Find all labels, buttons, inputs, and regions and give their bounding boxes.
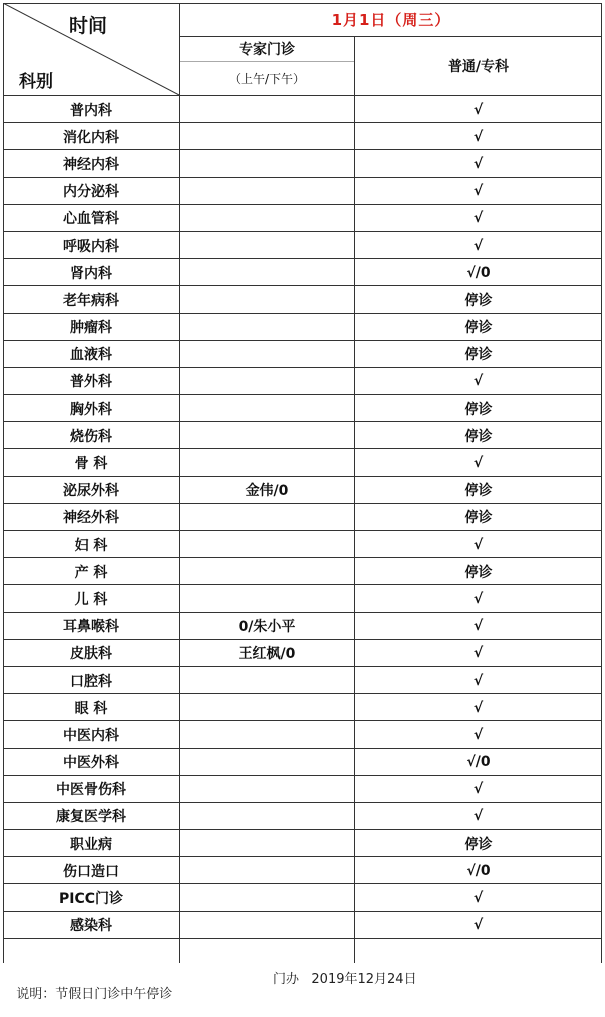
table-row — [3, 341, 602, 368]
expert-clinic-cell: 王红枫/0 — [238, 646, 296, 663]
general-clinic-cell: √ — [473, 183, 484, 200]
expert-clinic-cell — [180, 912, 354, 939]
general-clinic-cell: 停诊 — [464, 836, 493, 853]
expert-clinic-cell — [180, 123, 354, 150]
department-cell: 神经外科 — [63, 510, 119, 527]
table-row — [3, 721, 602, 748]
general-clinic-cell: √ — [473, 808, 484, 825]
department-cell: 职业病 — [70, 836, 112, 853]
general-clinic-cell: 停诊 — [464, 483, 493, 500]
department-cell: 血液科 — [70, 347, 112, 364]
footer-office-date: 门办 2019年12月24日 — [273, 972, 417, 987]
table-row — [3, 884, 602, 911]
expert-clinic-cell — [180, 504, 354, 531]
table-row — [3, 368, 602, 395]
table-row — [3, 449, 602, 476]
expert-clinic-cell — [180, 749, 354, 776]
department-cell: 胸外科 — [70, 401, 112, 418]
general-clinic-cell: √ — [473, 781, 484, 798]
table-row — [3, 286, 602, 313]
department-cell: 中医内科 — [63, 727, 119, 744]
header-corner-cell — [3, 3, 179, 95]
department-cell: 中医骨伤科 — [56, 782, 126, 799]
table-body — [3, 96, 602, 939]
table-row — [3, 504, 602, 531]
table-row — [3, 640, 602, 667]
department-cell: 口腔科 — [70, 673, 112, 690]
department-cell: 耳鼻喉科 — [63, 619, 119, 636]
department-cell: 妇 科 — [74, 537, 108, 554]
general-clinic-cell: √/0 — [466, 754, 491, 771]
general-clinic-cell: √ — [473, 890, 484, 907]
expert-clinic-cell — [180, 205, 354, 232]
general-clinic-cell: √ — [473, 536, 484, 553]
expert-clinic-cell — [180, 667, 354, 694]
expert-clinic-cell — [180, 558, 354, 585]
general-clinic-cell: 停诊 — [464, 292, 493, 309]
department-cell: 泌尿外科 — [63, 483, 119, 500]
table-row — [3, 395, 602, 422]
general-clinic-cell: √ — [473, 237, 484, 254]
date-divider — [180, 36, 602, 37]
department-cell: 肾内科 — [70, 265, 112, 282]
general-clinic-cell: √ — [473, 618, 484, 635]
table-row — [3, 776, 602, 803]
table-row — [3, 232, 602, 259]
expert-clinic-cell — [180, 803, 354, 830]
department-cell: 呼吸内科 — [63, 238, 119, 255]
expert-clinic-cell — [180, 857, 354, 884]
department-cell: 普外科 — [70, 374, 112, 391]
general-clinic-cell: √/0 — [466, 862, 491, 879]
general-clinic-cell: 停诊 — [464, 401, 493, 418]
expert-clinic-cell — [180, 884, 354, 911]
general-clinic-cell: 停诊 — [464, 510, 493, 527]
general-clinic-cell: √ — [473, 726, 484, 743]
department-cell: PICC门诊 — [58, 891, 124, 908]
expert-clinic-cell — [180, 531, 354, 558]
table-row — [3, 314, 602, 341]
general-clinic-cell: √ — [473, 645, 484, 662]
expert-clinic-cell — [180, 178, 354, 205]
general-clinic-cell: √ — [473, 128, 484, 145]
department-cell: 康复医学科 — [56, 809, 126, 826]
general-clinic-cell: √ — [473, 101, 484, 118]
general-clinic-cell: 停诊 — [464, 564, 493, 581]
general-clinic-cell: √/0 — [466, 264, 491, 281]
table-row — [3, 150, 602, 177]
expert-clinic-cell — [180, 368, 354, 395]
expert-clinic-cell: 0/朱小平 — [238, 619, 296, 636]
table-row — [3, 531, 602, 558]
general-clinic-cell: √ — [473, 699, 484, 716]
table-row — [3, 96, 602, 123]
general-clinic-cell: √ — [473, 917, 484, 934]
general-clinic-cell: 停诊 — [464, 428, 493, 445]
table-row — [3, 205, 602, 232]
expert-clinic-cell — [180, 150, 354, 177]
expert-session-subheader: （上午/下午） — [228, 72, 306, 86]
expert-clinic-cell — [180, 314, 354, 341]
table-row — [3, 830, 602, 857]
department-cell: 伤口造口 — [63, 863, 119, 880]
department-cell: 感染科 — [70, 918, 112, 935]
department-cell: 皮肤科 — [70, 646, 112, 663]
table-row — [3, 477, 602, 504]
expert-clinic-cell — [180, 585, 354, 612]
expert-clinic-cell — [180, 694, 354, 721]
table-row — [3, 558, 602, 585]
table-row — [3, 585, 602, 612]
table-row — [3, 422, 602, 449]
department-cell: 老年病科 — [63, 292, 119, 309]
table-row — [3, 857, 602, 884]
expert-clinic-cell — [180, 830, 354, 857]
table-row — [3, 694, 602, 721]
table-row — [3, 667, 602, 694]
footer-note: 说明：节假日门诊中午停诊 — [16, 987, 173, 1002]
expert-clinic-cell — [180, 259, 354, 286]
expert-clinic-cell — [180, 341, 354, 368]
general-clinic-cell: 停诊 — [464, 347, 493, 364]
department-cell: 儿 科 — [74, 591, 108, 608]
table-row — [3, 749, 602, 776]
general-clinic-cell: √ — [473, 155, 484, 172]
expert-clinic-cell: 金伟/0 — [245, 483, 289, 500]
department-cell: 神经内科 — [63, 156, 119, 173]
expert-clinic-cell — [180, 395, 354, 422]
expert-subdivider — [180, 61, 354, 62]
general-specialty-header: 普通/专科 — [447, 59, 510, 75]
department-cell: 产 科 — [74, 564, 108, 581]
expert-clinic-cell — [180, 286, 354, 313]
expert-clinic-cell — [180, 422, 354, 449]
general-clinic-cell: √ — [473, 590, 484, 607]
department-cell: 眼 科 — [74, 700, 108, 717]
department-header-label: 科别 — [19, 72, 53, 92]
schedule-table — [3, 3, 602, 963]
expert-clinic-cell — [180, 232, 354, 259]
general-clinic-cell: 停诊 — [464, 320, 493, 337]
border-top — [3, 3, 602, 4]
general-clinic-cell: √ — [473, 373, 484, 390]
department-cell: 肿瘤科 — [70, 320, 112, 337]
table-row — [3, 613, 602, 640]
department-cell: 烧伤科 — [70, 428, 112, 445]
department-cell: 内分泌科 — [63, 184, 119, 201]
table-row — [3, 178, 602, 205]
department-cell: 中医外科 — [63, 755, 119, 772]
expert-clinic-cell — [180, 721, 354, 748]
table-row — [3, 803, 602, 830]
department-cell: 普内科 — [70, 102, 112, 119]
expert-clinic-cell — [180, 96, 354, 123]
expert-clinic-cell — [180, 776, 354, 803]
general-clinic-cell: √ — [473, 455, 484, 472]
table-row — [3, 123, 602, 150]
general-clinic-cell: √ — [473, 210, 484, 227]
table-row — [3, 259, 602, 286]
department-cell: 消化内科 — [63, 129, 119, 146]
general-clinic-cell: √ — [473, 672, 484, 689]
department-cell: 骨 科 — [74, 456, 108, 473]
department-cell: 心血管科 — [63, 211, 119, 228]
time-header-label: 时间 — [69, 15, 108, 37]
expert-clinic-header: 专家门诊 — [239, 42, 295, 58]
table-row — [3, 912, 602, 939]
date-header: 1月1日（周三） — [331, 11, 451, 29]
expert-clinic-cell — [180, 449, 354, 476]
